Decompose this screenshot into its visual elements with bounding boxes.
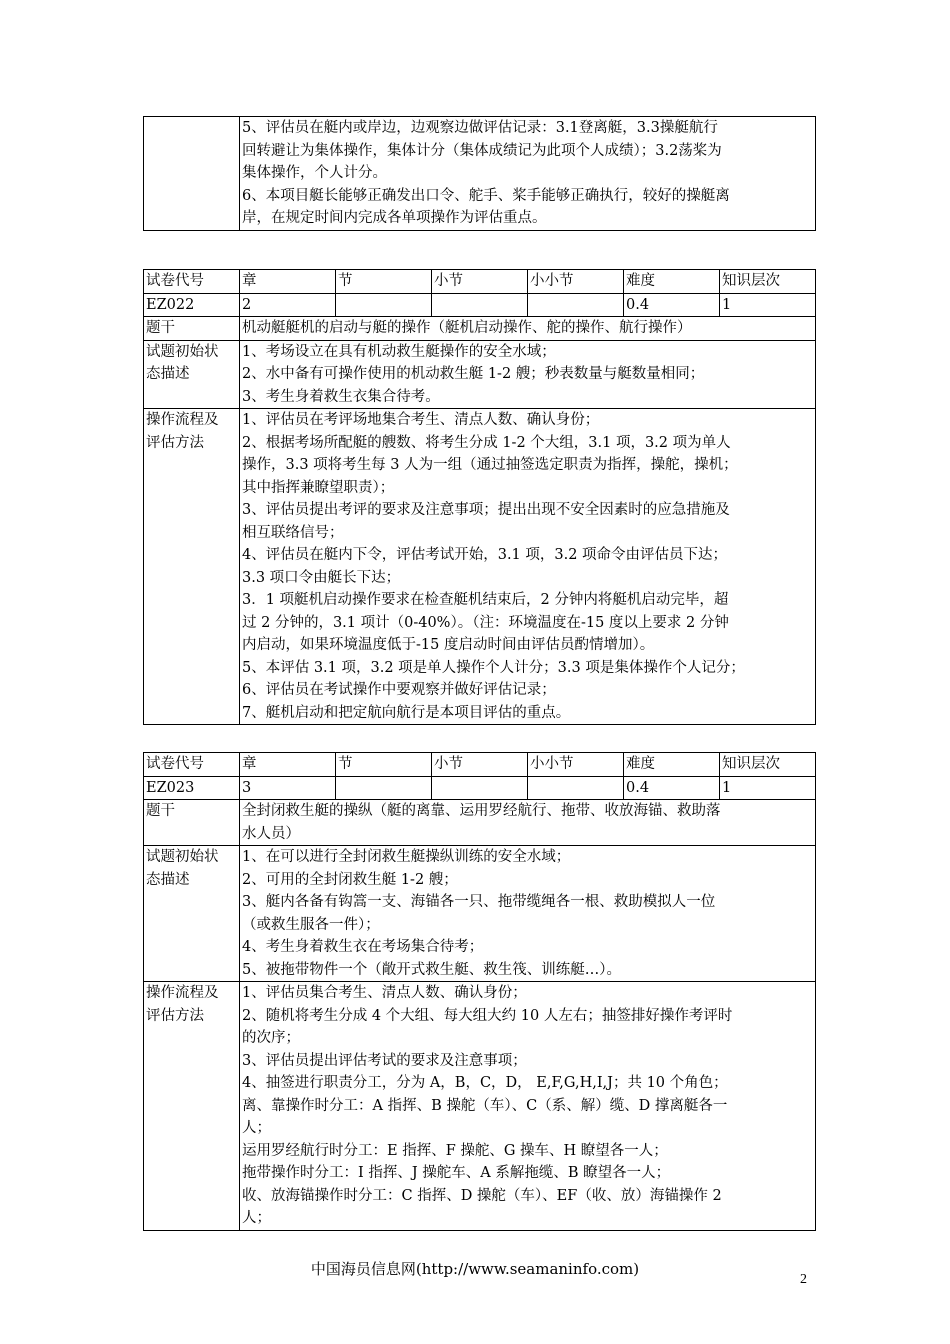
label-line: 试题初始状 xyxy=(146,849,219,865)
header-cell: 知识层次 xyxy=(720,270,816,294)
text-line: 人； xyxy=(242,1210,271,1226)
value-cell: 0.4 xyxy=(624,293,720,317)
header-cell: 章 xyxy=(240,270,336,294)
label-line: 评估方法 xyxy=(146,434,204,451)
text-line: 回转避让为集体操作，集体计分（集体成绩记为此项个人成绩）；3.2荡桨为 xyxy=(242,142,722,159)
continuation-content xyxy=(240,117,816,231)
process-label xyxy=(144,409,240,725)
label-line: 评估方法 xyxy=(146,1007,204,1024)
value-cell xyxy=(336,293,432,317)
value-cell xyxy=(528,293,624,317)
text-line: 1、在可以进行全封闭救生艇操纵训练的安全水域； xyxy=(242,849,571,865)
text-line: 1、评估员在考评场地集合考生、清点人数、确认身份； xyxy=(242,412,600,428)
header-cell: 小小节 xyxy=(528,753,624,777)
value-cell: EZ022 xyxy=(144,293,240,317)
text-line: （或救生服各一件）； xyxy=(242,916,380,933)
exam-table-ez023 xyxy=(143,752,816,1231)
value-row xyxy=(144,293,816,317)
value-cell: 0.4 xyxy=(624,776,720,800)
process-content xyxy=(240,982,816,1231)
text-line: 收、放海锚操作时分工：C 指挥、D 操舵（车）、EF（收、放）海锚操作 2 xyxy=(242,1187,722,1204)
value-cell: 3 xyxy=(240,776,336,800)
header-row xyxy=(144,270,816,294)
text-line: 3.3 项口令由艇长下达； xyxy=(242,569,401,586)
stem-label: 题干 xyxy=(144,317,240,341)
text-line: 7、艇机启动和把定航向航行是本项目评估的重点。 xyxy=(242,704,571,721)
label-line: 态描述 xyxy=(146,366,190,382)
stem-row xyxy=(144,800,816,846)
text-line: 4、评估员在艇内下令，评估考试开始，3.1 项，3.2 项命令由评估员下达； xyxy=(242,547,728,563)
table-row xyxy=(144,117,816,231)
value-cell xyxy=(432,293,528,317)
stem-label: 题干 xyxy=(144,800,240,846)
header-cell: 章 xyxy=(240,753,336,777)
value-cell: 1 xyxy=(720,293,816,317)
text-line: 3、考生身着救生衣集合待考。 xyxy=(242,388,440,405)
value-cell xyxy=(528,776,624,800)
text-line: 3、艇内各备有钩篙一支、海锚各一只、拖带缆绳各一根、救助模拟人一位 xyxy=(242,894,716,910)
text-line: 3、评估员提出评估考试的要求及注意事项； xyxy=(242,1052,527,1069)
text-line: 全封闭救生艇的操纵（艇的离靠、运用罗经航行、拖带、收放海锚、救助落 xyxy=(242,803,721,819)
continuation-table xyxy=(143,116,816,231)
text-line: 过 2 分钟的，3.1 项计（0-40%）。（注：环境温度在-15 度以上要求 2 分钟 xyxy=(242,614,729,631)
initial-state-label xyxy=(144,340,240,409)
header-cell: 小节 xyxy=(432,753,528,777)
process-row xyxy=(144,982,816,1231)
initial-state-label xyxy=(144,846,240,982)
text-line: 1、考场设立在具有机动救生艇操作的安全水域； xyxy=(242,343,556,360)
value-cell: 2 xyxy=(240,293,336,317)
text-line: 2、水中备有可操作使用的机动救生艇 1-2 艘；秒表数量与艇数量相同； xyxy=(242,366,705,382)
text-line: 4、抽签进行职责分工，分为 A，B，C，D， E,F,G,H,I,J；共 10 个角色； xyxy=(242,1075,728,1091)
text-line: 1、评估员集合考生、清点人数、确认身份； xyxy=(242,985,527,1001)
text-line: 6、本项目艇长能够正确发出口令、舵手、桨手能够正确执行，较好的操艇离 xyxy=(242,187,730,204)
header-cell: 试卷代号 xyxy=(144,753,240,777)
initial-state-content xyxy=(240,340,816,409)
header-cell: 难度 xyxy=(624,270,720,294)
text-line: 2、根据考场所配艇的艘数、将考生分成 1-2 个大组，3.1 项，3.2 项为单人 xyxy=(242,434,731,451)
label-line: 操作流程及 xyxy=(146,412,219,428)
process-label xyxy=(144,982,240,1231)
stem-row xyxy=(144,317,816,341)
row-label xyxy=(144,117,240,231)
text-line: 拖带操作时分工：I 指挥、J 操舵车、A 系解拖缆、B 瞭望各一人； xyxy=(242,1165,671,1181)
text-line: 5、本评估 3.1 项，3.2 项是单人操作个人计分；3.3 项是集体操作个人记分； xyxy=(242,659,745,676)
text-line: 相互联络信号； xyxy=(242,524,344,541)
text-line: 水人员） xyxy=(242,825,300,842)
process-row xyxy=(144,409,816,725)
initial-state-row xyxy=(144,340,816,409)
text-line: 6、评估员在考试操作中要观察并做好评估记录； xyxy=(242,682,556,698)
text-line: 操作，3.3 项将考生每 3 人为一组（通过抽签选定职责为指挥，操舵，操机； xyxy=(242,457,738,473)
value-cell: EZ023 xyxy=(144,776,240,800)
text-line: 5、被拖带物件一个（敞开式救生艇、救生筏、训练艇…）。 xyxy=(242,961,621,978)
exam-table-ez022 xyxy=(143,269,816,725)
initial-state-row xyxy=(144,846,816,982)
header-cell: 节 xyxy=(336,270,432,294)
text-line: 2、随机将考生分成 4 个大组、每大组大约 10 人左右；抽签排好操作考评时 xyxy=(242,1007,733,1024)
text-line: 的次序； xyxy=(242,1030,300,1046)
header-cell: 节 xyxy=(336,753,432,777)
initial-state-content xyxy=(240,846,816,982)
page-footer: 中国海员信息网(http://www.seamaninfo.com) xyxy=(310,1260,640,1278)
header-cell: 难度 xyxy=(624,753,720,777)
text-line: 集体操作，个人计分。 xyxy=(242,165,387,181)
text-line: 2、可用的全封闭救生艇 1-2 艘； xyxy=(242,871,458,888)
text-line: 其中指挥兼瞭望职责）； xyxy=(242,479,395,496)
text-line: 离、靠操作时分工：A 指挥、B 操舵（车）、C（系、解）缆、D 撑离艇各一 xyxy=(242,1097,728,1114)
text-line: 内启动，如果环境温度低于-15 度启动时间由评估员酌情增加）。 xyxy=(242,637,655,653)
header-row xyxy=(144,753,816,777)
text-line: 5、评估员在艇内或岸边，边观察边做评估记录：3.1登离艇，3.3操艇航行 xyxy=(242,120,718,136)
stem-content xyxy=(240,800,816,846)
text-line: 人； xyxy=(242,1120,271,1136)
text-line: 岸，在规定时间内完成各单项操作为评估重点。 xyxy=(242,210,547,226)
value-cell xyxy=(336,776,432,800)
text-line: 机动艇艇机的启动与艇的操作（艇机启动操作、舵的操作、航行操作） xyxy=(242,320,692,336)
value-row xyxy=(144,776,816,800)
header-cell: 知识层次 xyxy=(720,753,816,777)
header-cell: 小节 xyxy=(432,270,528,294)
text-line: 运用罗经航行时分工：E 指挥、F 操舵、G 操车、H 瞭望各一人； xyxy=(242,1142,668,1159)
page-number: 2 xyxy=(800,1272,807,1287)
label-line: 操作流程及 xyxy=(146,985,219,1001)
header-cell: 试卷代号 xyxy=(144,270,240,294)
text-line: 3、评估员提出考评的要求及注意事项；提出出现不安全因素时的应急措施及 xyxy=(242,502,730,518)
value-cell: 1 xyxy=(720,776,816,800)
value-cell xyxy=(432,776,528,800)
label-line: 试题初始状 xyxy=(146,343,219,360)
text-line: 4、考生身着救生衣在考场集合待考； xyxy=(242,939,484,955)
label-line: 态描述 xyxy=(146,871,190,888)
text-line: 3．1 项艇机启动操作要求在检查艇机结束后，2 分钟内将艇机启动完毕，超 xyxy=(242,592,729,608)
stem-content xyxy=(240,317,816,341)
process-content xyxy=(240,409,816,725)
header-cell: 小小节 xyxy=(528,270,624,294)
